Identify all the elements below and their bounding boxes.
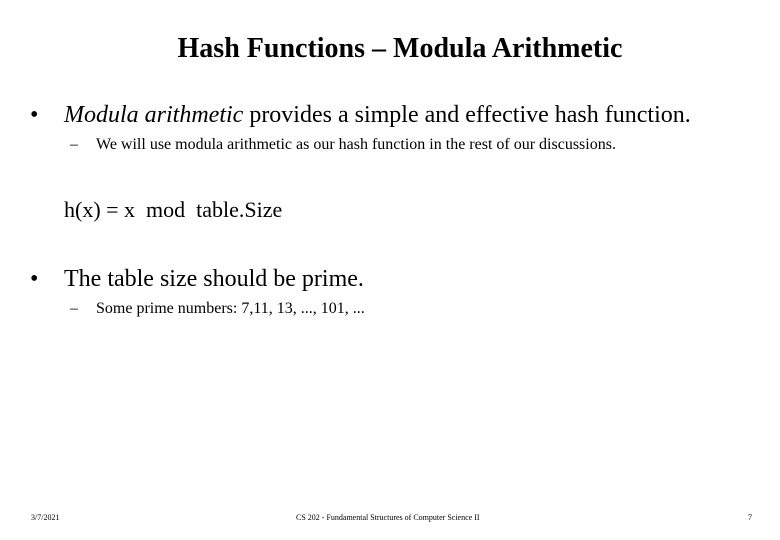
sub-bullet-text: Some prime numbers: 7,11, 13, ..., 101, ... bbox=[96, 300, 365, 317]
bullet-marker: • bbox=[30, 102, 39, 128]
bullet-marker: • bbox=[30, 266, 39, 292]
bullet-text bbox=[64, 102, 691, 129]
footer-date: 3/7/2021 bbox=[31, 513, 60, 522]
sub-bullet-text: We will use modula arithmetic as our hash function in the rest of our discussions. bbox=[96, 136, 616, 153]
footer-page-number: 7 bbox=[748, 513, 752, 522]
bullet-emphasis: Modula arithmetic bbox=[64, 102, 244, 128]
sub-bullet-marker: – bbox=[70, 300, 78, 317]
bullet-text: The table size should be prime. bbox=[64, 266, 364, 292]
slide-title: Hash Functions – Modula Arithmetic bbox=[177, 33, 623, 64]
bullet-body: provides a simple and effective hash function. bbox=[243, 102, 691, 128]
sub-bullet-marker: – bbox=[70, 136, 78, 153]
footer-course-name: CS 202 - Fundamental Structures of Computer Science II bbox=[296, 513, 480, 522]
hash-formula: h(x) = x mod table.Size bbox=[64, 197, 283, 222]
